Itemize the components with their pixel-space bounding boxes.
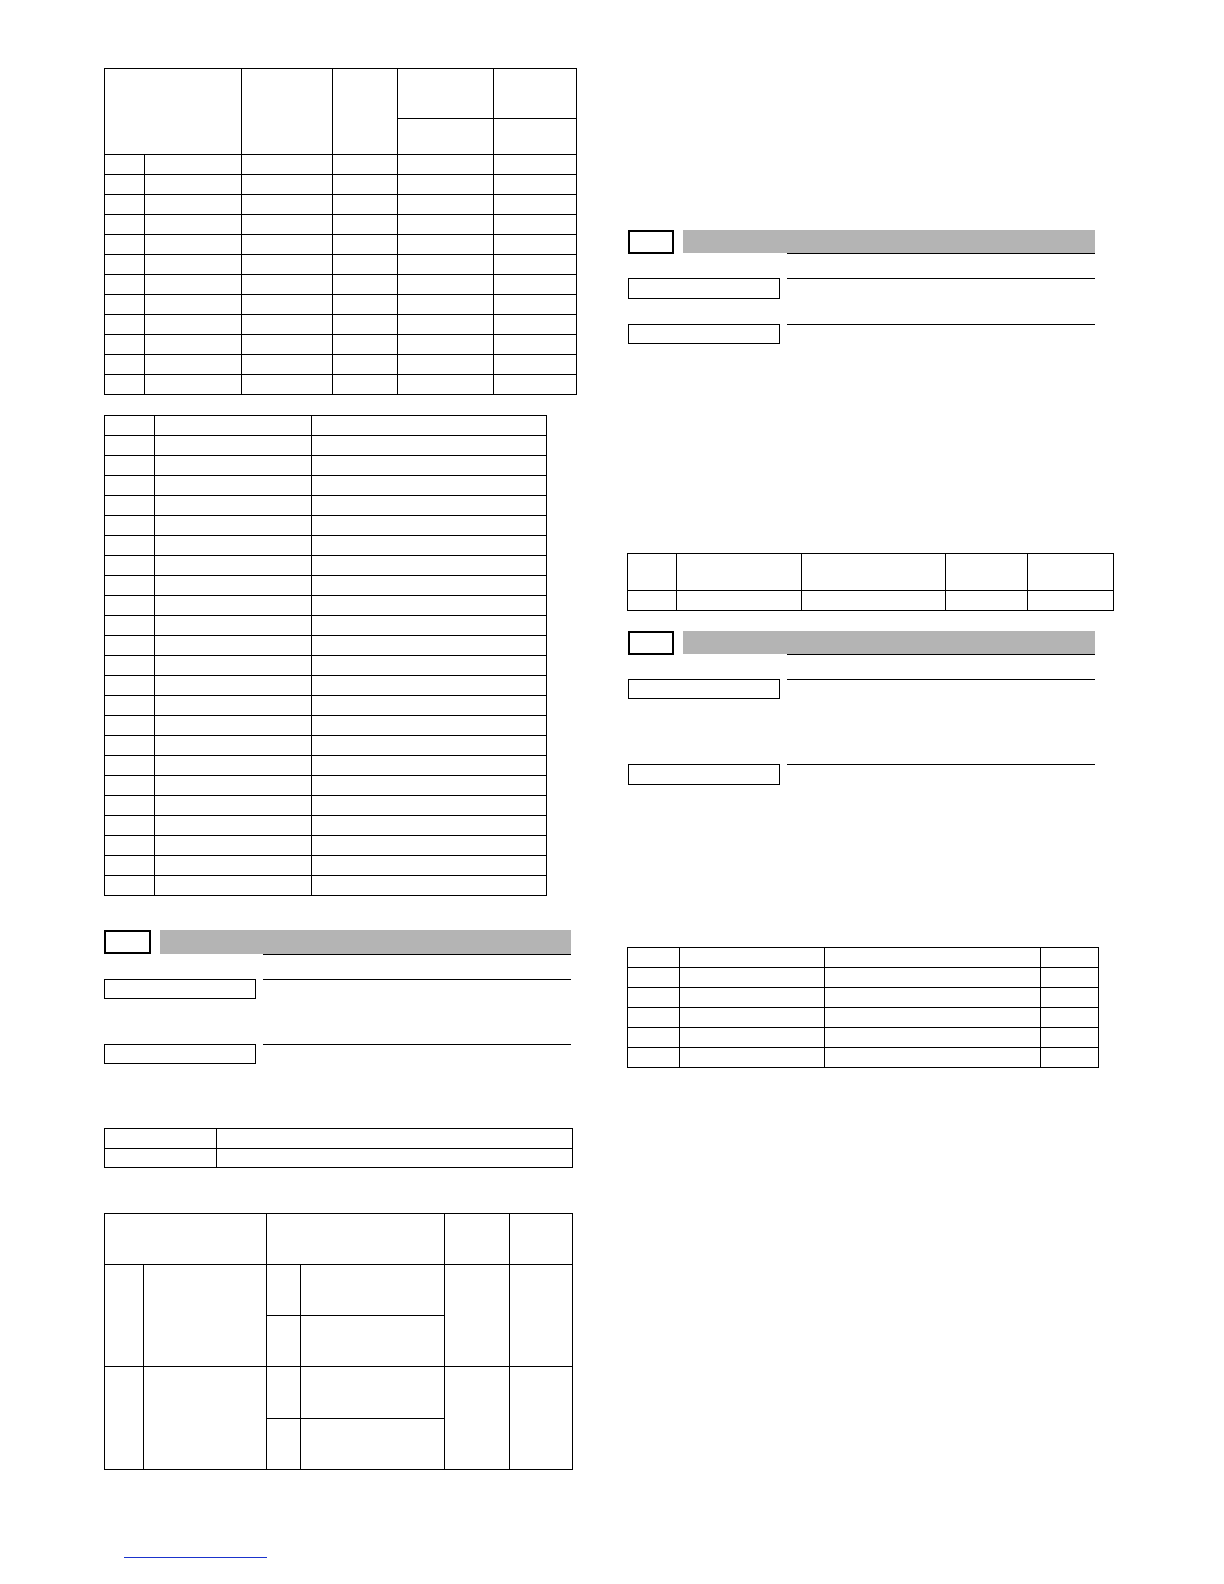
table-cell bbox=[680, 1008, 825, 1028]
table-cell bbox=[494, 215, 577, 235]
table-cell bbox=[333, 215, 398, 235]
table-cell bbox=[145, 255, 242, 275]
table-cell bbox=[267, 1367, 301, 1419]
table-cell bbox=[494, 355, 577, 375]
table-cell bbox=[155, 596, 312, 616]
table-cell bbox=[510, 1367, 573, 1470]
rule bbox=[787, 253, 1095, 254]
table-cell bbox=[105, 576, 155, 596]
table-cell bbox=[398, 175, 494, 195]
table-cell bbox=[145, 195, 242, 215]
table-cell bbox=[145, 235, 242, 255]
table-cell bbox=[312, 476, 547, 496]
table-cell bbox=[105, 1367, 144, 1470]
table-cell bbox=[217, 1129, 573, 1149]
table-cell bbox=[145, 335, 242, 355]
table-cell bbox=[312, 736, 547, 756]
table-cell bbox=[242, 215, 333, 235]
table-cell bbox=[312, 776, 547, 796]
table-cell bbox=[825, 988, 1041, 1008]
table-cell bbox=[312, 556, 547, 576]
table-cell bbox=[145, 215, 242, 235]
table-cell bbox=[105, 1149, 217, 1168]
table-cell bbox=[628, 948, 680, 968]
table-row bbox=[105, 195, 577, 215]
table-cell bbox=[105, 456, 155, 476]
table-cell bbox=[155, 816, 312, 836]
table-cell bbox=[494, 335, 577, 355]
table-cell bbox=[155, 796, 312, 816]
table-cell bbox=[155, 416, 312, 436]
table-cell bbox=[242, 295, 333, 315]
rule bbox=[787, 679, 1095, 680]
table-cell bbox=[312, 616, 547, 636]
table-row bbox=[105, 736, 547, 756]
table-cell bbox=[105, 736, 155, 756]
table-cell bbox=[105, 155, 145, 175]
table-cell bbox=[312, 456, 547, 476]
table-cell bbox=[1041, 948, 1099, 968]
table-cell bbox=[267, 1316, 301, 1367]
table-row bbox=[628, 988, 1099, 1008]
table-cell bbox=[312, 416, 547, 436]
table-cell bbox=[312, 576, 547, 596]
table-cell bbox=[105, 596, 155, 616]
table-cell bbox=[333, 335, 398, 355]
rule bbox=[263, 979, 571, 980]
table-cell bbox=[242, 255, 333, 275]
table-cell bbox=[1041, 968, 1099, 988]
table-cell bbox=[312, 796, 547, 816]
table-cell bbox=[155, 516, 312, 536]
table-cell bbox=[1041, 1028, 1099, 1048]
rule bbox=[787, 324, 1095, 325]
table-cell bbox=[105, 516, 155, 536]
table-cell bbox=[155, 456, 312, 476]
table-cell bbox=[628, 968, 680, 988]
table-cell bbox=[510, 1265, 573, 1367]
table-cell bbox=[680, 1048, 825, 1068]
table-cell bbox=[242, 235, 333, 255]
table-cell bbox=[312, 496, 547, 516]
table-row bbox=[105, 576, 547, 596]
table-row bbox=[628, 1028, 1099, 1048]
table-cell bbox=[1041, 1048, 1099, 1068]
table-cell bbox=[155, 856, 312, 876]
table-cell bbox=[333, 195, 398, 215]
field-box bbox=[104, 979, 256, 999]
table-cell bbox=[312, 856, 547, 876]
table-cell bbox=[1028, 591, 1114, 611]
table-cell bbox=[105, 215, 145, 235]
table-cell bbox=[494, 175, 577, 195]
table-right-2 bbox=[627, 947, 1099, 1068]
table-cell bbox=[105, 676, 155, 696]
table-cell bbox=[494, 235, 577, 255]
table-row bbox=[105, 235, 577, 255]
table-row bbox=[105, 335, 577, 355]
table-row bbox=[105, 355, 577, 375]
table-row bbox=[105, 496, 547, 516]
table-cell bbox=[312, 636, 547, 656]
table-cell bbox=[301, 1367, 445, 1419]
table-cell bbox=[312, 536, 547, 556]
header-cell bbox=[105, 1214, 267, 1265]
section-heading-bar bbox=[683, 230, 1095, 253]
table-cell bbox=[312, 756, 547, 776]
table-cell bbox=[155, 436, 312, 456]
table-cell bbox=[105, 796, 155, 816]
table-cell bbox=[105, 716, 155, 736]
table-cell bbox=[105, 556, 155, 576]
table-cell bbox=[312, 836, 547, 856]
table-cell bbox=[242, 315, 333, 335]
table-cell bbox=[301, 1419, 445, 1470]
table-row bbox=[105, 155, 577, 175]
section-tag bbox=[628, 230, 674, 254]
table-row bbox=[105, 856, 547, 876]
table-mid-left bbox=[104, 415, 547, 896]
table-row bbox=[105, 215, 577, 235]
field-box bbox=[628, 764, 780, 785]
table-cell bbox=[105, 315, 145, 335]
table-bottom-left bbox=[104, 1213, 573, 1470]
table-row bbox=[105, 295, 577, 315]
table-cell bbox=[105, 416, 155, 436]
table-cell bbox=[398, 355, 494, 375]
header-cell bbox=[677, 554, 802, 591]
table-cell bbox=[105, 836, 155, 856]
table-cell bbox=[494, 275, 577, 295]
table-cell bbox=[333, 255, 398, 275]
table-cell bbox=[628, 591, 677, 611]
table-cell bbox=[105, 756, 155, 776]
table-cell bbox=[312, 716, 547, 736]
rule bbox=[787, 278, 1095, 279]
table-row bbox=[105, 676, 547, 696]
table-cell bbox=[825, 948, 1041, 968]
table-cell bbox=[333, 155, 398, 175]
table-cell bbox=[398, 315, 494, 335]
table-cell bbox=[155, 716, 312, 736]
table-cell bbox=[105, 235, 145, 255]
table-cell bbox=[105, 616, 155, 636]
header-cell bbox=[802, 554, 946, 591]
table-cell bbox=[267, 1265, 301, 1316]
header-cell bbox=[267, 1214, 445, 1265]
table-cell bbox=[398, 275, 494, 295]
table-cell bbox=[105, 636, 155, 656]
table-cell bbox=[105, 375, 145, 395]
table-cell bbox=[155, 616, 312, 636]
table-cell bbox=[312, 656, 547, 676]
header-cell bbox=[1028, 554, 1114, 591]
table-row bbox=[105, 476, 547, 496]
table-row bbox=[105, 255, 577, 275]
table-row bbox=[105, 696, 547, 716]
table-right-2-body bbox=[628, 948, 1099, 1068]
table-row bbox=[105, 416, 547, 436]
table-cell bbox=[680, 968, 825, 988]
table-cell bbox=[312, 516, 547, 536]
header-cell bbox=[105, 69, 242, 155]
table-cell bbox=[155, 476, 312, 496]
table-mid-left-body bbox=[105, 416, 547, 896]
section-tag bbox=[104, 930, 151, 954]
table-cell bbox=[155, 776, 312, 796]
header-cell bbox=[445, 1214, 510, 1265]
table-cell bbox=[105, 816, 155, 836]
table-cell bbox=[105, 335, 145, 355]
table-cell bbox=[155, 676, 312, 696]
table-cell bbox=[155, 496, 312, 516]
table-cell bbox=[105, 696, 155, 716]
table-row bbox=[105, 596, 547, 616]
rule bbox=[787, 764, 1095, 765]
table-cell bbox=[242, 195, 333, 215]
table-cell bbox=[155, 576, 312, 596]
table-top-left bbox=[104, 68, 577, 395]
table-cell bbox=[155, 656, 312, 676]
header-cell bbox=[628, 554, 677, 591]
table-cell bbox=[398, 295, 494, 315]
table-cell bbox=[155, 536, 312, 556]
table-cell bbox=[1041, 1008, 1099, 1028]
table-cell bbox=[398, 155, 494, 175]
table-row bbox=[105, 796, 547, 816]
table-row bbox=[105, 656, 547, 676]
table-row bbox=[105, 456, 547, 476]
table-cell bbox=[145, 295, 242, 315]
table-row bbox=[105, 716, 547, 736]
table-cell bbox=[242, 375, 333, 395]
table-cell bbox=[145, 155, 242, 175]
header-cell bbox=[494, 119, 577, 155]
table-row bbox=[105, 876, 547, 896]
table-cell bbox=[155, 736, 312, 756]
table-cell bbox=[312, 816, 547, 836]
table-row bbox=[105, 175, 577, 195]
table-cell bbox=[155, 756, 312, 776]
table-cell bbox=[825, 1008, 1041, 1028]
table-cell bbox=[242, 335, 333, 355]
footer-link[interactable] bbox=[124, 1557, 267, 1558]
table-cell bbox=[105, 436, 155, 456]
table-cell bbox=[105, 355, 145, 375]
table-cell bbox=[628, 1008, 680, 1028]
table-cell bbox=[145, 275, 242, 295]
table-cell bbox=[398, 235, 494, 255]
table-right-1 bbox=[627, 553, 1114, 611]
table-cell bbox=[105, 536, 155, 556]
table-top-left-body bbox=[105, 155, 577, 395]
table-cell bbox=[105, 275, 145, 295]
section-heading-bar bbox=[683, 631, 1095, 654]
table-cell bbox=[242, 175, 333, 195]
table-row bbox=[628, 1048, 1099, 1068]
table-cell bbox=[105, 476, 155, 496]
table-cell bbox=[312, 876, 547, 896]
table-cell bbox=[398, 375, 494, 395]
table-cell bbox=[312, 696, 547, 716]
table-cell bbox=[398, 255, 494, 275]
table-cell bbox=[242, 355, 333, 375]
table-cell bbox=[267, 1419, 301, 1470]
table-cell bbox=[105, 255, 145, 275]
table-cell bbox=[105, 1129, 217, 1149]
table-cell bbox=[802, 591, 946, 611]
table-cell bbox=[494, 315, 577, 335]
field-box bbox=[104, 1044, 256, 1064]
table-cell bbox=[242, 275, 333, 295]
table-row bbox=[105, 275, 577, 295]
table-cell bbox=[333, 295, 398, 315]
table-row bbox=[628, 948, 1099, 968]
field-box bbox=[628, 278, 780, 299]
table-cell bbox=[445, 1265, 510, 1367]
table-cell bbox=[494, 255, 577, 275]
table-cell bbox=[680, 1028, 825, 1048]
table-row bbox=[105, 536, 547, 556]
table-cell bbox=[105, 1265, 144, 1367]
table-cell bbox=[680, 988, 825, 1008]
table-cell bbox=[398, 335, 494, 355]
table-row bbox=[105, 616, 547, 636]
table-cell bbox=[333, 375, 398, 395]
table-cell bbox=[333, 175, 398, 195]
table-cell bbox=[144, 1367, 267, 1470]
table-cell bbox=[398, 195, 494, 215]
table-cell bbox=[333, 355, 398, 375]
table-cell bbox=[312, 436, 547, 456]
header-cell bbox=[510, 1214, 573, 1265]
table-cell bbox=[494, 155, 577, 175]
table-cell bbox=[105, 876, 155, 896]
header-cell bbox=[242, 69, 333, 155]
header-cell bbox=[946, 554, 1028, 591]
table-cell bbox=[333, 235, 398, 255]
table-cell bbox=[333, 275, 398, 295]
field-box bbox=[628, 324, 780, 344]
header-cell bbox=[398, 69, 494, 119]
table-cell bbox=[145, 375, 242, 395]
table-cell bbox=[155, 556, 312, 576]
table-row bbox=[105, 436, 547, 456]
table-cell bbox=[677, 591, 802, 611]
table-row bbox=[105, 756, 547, 776]
table-cell bbox=[155, 636, 312, 656]
table-cell bbox=[628, 1028, 680, 1048]
table-cell bbox=[1041, 988, 1099, 1008]
section-tag bbox=[628, 631, 674, 655]
section-heading-bar bbox=[160, 930, 571, 954]
table-cell bbox=[494, 195, 577, 215]
table-cell bbox=[105, 195, 145, 215]
table-small-left bbox=[104, 1128, 573, 1168]
header-cell bbox=[494, 69, 577, 119]
table-cell bbox=[144, 1265, 267, 1367]
table-cell bbox=[628, 988, 680, 1008]
rule bbox=[263, 954, 571, 955]
table-cell bbox=[312, 676, 547, 696]
table-row bbox=[628, 968, 1099, 988]
table-cell bbox=[398, 215, 494, 235]
header-cell bbox=[398, 119, 494, 155]
table-cell bbox=[105, 496, 155, 516]
field-box bbox=[628, 679, 780, 699]
table-cell bbox=[217, 1149, 573, 1168]
table-row bbox=[105, 556, 547, 576]
rule bbox=[787, 654, 1095, 655]
table-cell bbox=[445, 1367, 510, 1470]
table-cell bbox=[145, 315, 242, 335]
rule bbox=[263, 1044, 571, 1045]
table-cell bbox=[105, 175, 145, 195]
table-cell bbox=[301, 1265, 445, 1316]
table-cell bbox=[155, 696, 312, 716]
table-row bbox=[105, 315, 577, 335]
table-cell bbox=[145, 355, 242, 375]
table-cell bbox=[105, 856, 155, 876]
table-cell bbox=[333, 315, 398, 335]
table-cell bbox=[494, 375, 577, 395]
table-cell bbox=[155, 876, 312, 896]
table-cell bbox=[494, 295, 577, 315]
table-cell bbox=[312, 596, 547, 616]
table-cell bbox=[155, 836, 312, 856]
table-cell bbox=[105, 776, 155, 796]
table-cell bbox=[105, 295, 145, 315]
table-cell bbox=[946, 591, 1028, 611]
table-cell bbox=[301, 1316, 445, 1367]
table-cell bbox=[680, 948, 825, 968]
table-cell bbox=[825, 1048, 1041, 1068]
table-row bbox=[105, 375, 577, 395]
table-row bbox=[105, 816, 547, 836]
header-cell bbox=[333, 69, 398, 155]
table-cell bbox=[825, 1028, 1041, 1048]
table-row bbox=[105, 636, 547, 656]
table-cell bbox=[242, 155, 333, 175]
table-row bbox=[105, 516, 547, 536]
table-row bbox=[105, 776, 547, 796]
table-cell bbox=[105, 656, 155, 676]
table-cell bbox=[825, 968, 1041, 988]
table-cell bbox=[145, 175, 242, 195]
table-cell bbox=[628, 1048, 680, 1068]
table-row bbox=[105, 836, 547, 856]
table-row bbox=[628, 1008, 1099, 1028]
